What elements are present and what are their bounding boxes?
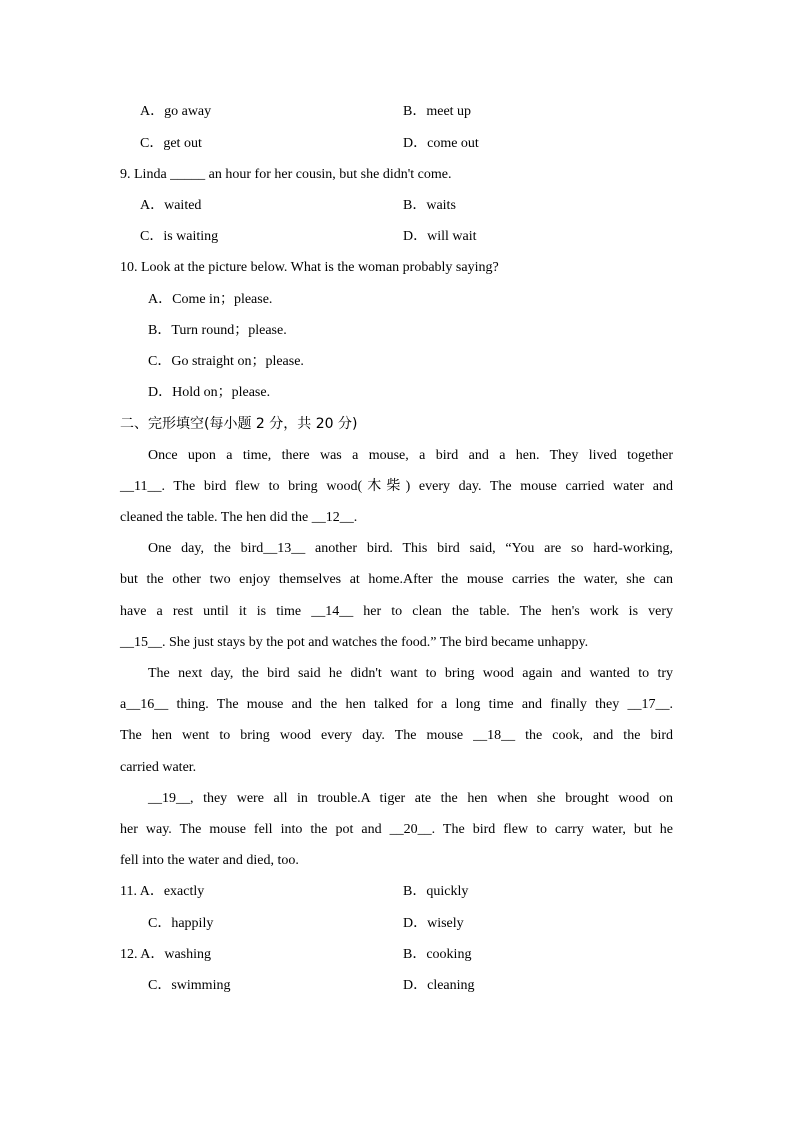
- passage-line: One day, the bird__13__ another bird. This bird said, “You are so hard-working,: [148, 541, 673, 556]
- q12-option-c: C．swimming: [148, 978, 231, 993]
- q8-option-a: A．go away: [140, 104, 212, 119]
- q11-option-d: D．wisely: [403, 916, 464, 931]
- passage-line: her way. The mouse fell into the pot and __20__. The bird flew to carry water, but he: [120, 822, 673, 837]
- q9-option-d: D．will wait: [403, 229, 477, 244]
- q10-option-a: A．Come in；please.: [148, 292, 273, 307]
- passage-line: __19__, they were all in trouble.A tiger ate the hen when she brought wood on: [148, 791, 673, 806]
- passage-line: but the other two enjoy themselves at home.After the mouse carries the water, she can: [120, 572, 673, 587]
- q11-option-a: 11. A．exactly: [120, 884, 205, 899]
- q8-option-d: D．come out: [403, 136, 479, 151]
- q10-option-c: C．Go straight on；please.: [148, 354, 304, 369]
- q8-option-c: C．get out: [140, 136, 202, 151]
- passage-line: The next day, the bird said he didn't want to bring wood again and wanted to try: [148, 666, 673, 681]
- passage-line: cleaned the table. The hen did the __12__.: [120, 510, 358, 525]
- q12-option-d: D．cleaning: [403, 978, 475, 993]
- passage-line: a__16__ thing. The mouse and the hen talked for a long time and finally they __17__.: [120, 697, 673, 712]
- passage-line: __11__. The bird flew to bring wood(木柴) every day. The mouse carried water and: [120, 479, 673, 494]
- q12-option-b: B．cooking: [403, 947, 472, 962]
- q9-stem: 9. Linda _____ an hour for her cousin, but she didn't come.: [120, 167, 452, 182]
- q9-option-b: B．waits: [403, 198, 456, 213]
- q9-option-c: C．is waiting: [140, 229, 219, 244]
- passage-line: __15__. She just stays by the pot and watches the food.” The bird became unhappy.: [120, 635, 589, 650]
- q12-option-a: 12. A．washing: [120, 947, 211, 962]
- passage-line: The hen went to bring wood every day. The mouse __18__ the cook, and the bird: [120, 728, 673, 743]
- q11-option-b: B．quickly: [403, 884, 469, 899]
- q10-option-d: D．Hold on；please.: [148, 385, 271, 400]
- q10-option-b: B．Turn round；please.: [148, 323, 287, 338]
- section-heading: 二、完形填空(每小题 2 分，共 20 分): [120, 416, 358, 432]
- q11-option-c: C．happily: [148, 916, 214, 931]
- q10-stem: 10. Look at the picture below. What is the woman probably saying?: [120, 260, 499, 275]
- passage-line: Once upon a time, there was a mouse, a bird and a hen. They lived together: [148, 448, 673, 463]
- passage-line: carried water.: [120, 760, 197, 775]
- passage-line: fell into the water and died, too.: [120, 853, 299, 868]
- passage-line: have a rest until it is time __14__ her to clean the table. The hen's work is very: [120, 604, 673, 619]
- q8-option-b: B．meet up: [403, 104, 472, 119]
- q9-option-a: A．waited: [140, 198, 202, 213]
